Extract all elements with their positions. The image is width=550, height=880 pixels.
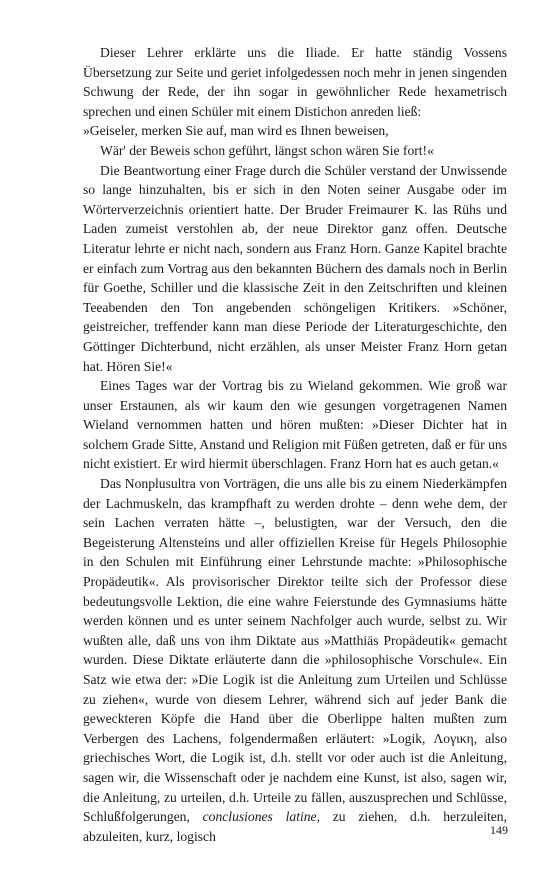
verse-line-1: »Geiseler, merken Sie auf, man wird es Ihnen beweisen, — [83, 123, 389, 139]
paragraph-1: Dieser Lehrer erklärte uns die Iliade. Er hatte ständig Vossens Übersetzung zur Seite und geriet infolgedessen noch mehr in jenen singenden Schwung der Rede, der ihn sogar in gewöhnlicher Rede hexametrisch sprechen und einen Schüler mit einem Distichon anreden ließ: — [83, 45, 507, 119]
paragraph-4-main: Das Nonplusultra von Vorträgen, die uns alle bis zu einem Niederkämpfen der Lachmuskeln, das krampfhaft zu werden drohte – denn wehe dem, der sein Lachen verraten hätte –, belustigten, war der Versuch, den die Begeisterung Altensteins und aller offiziellen Kreise für Hegels Philosophie in den Schulen mit Einführung einer Lehrstunde machte: »Philosophische Propädeutik«. Als provisorischer Direktor teilte sich der Professor diese bedeutungsvolle Lektion, die eine wahre Feierstunde des Gymnasiums hätte werden können und es unter seinem Nachfolger auch wurde, selbst zu. Wir wußten alle, daß uns von ihm Diktate aus »Matthiäs Propädeutik« gemacht wurden. Diese Diktate erläuterte dann die »philosophische Vorschule«. Ein Satz wie etwa der: »Die Logik ist die Anleitung zum Urteilen und Schlüsse zu ziehen«, wurde von diesem Lehrer, während sich auf jeder Bank die geweckteren Köpfe die Hand über die Oberlippe halten mußten zum Verbergen des Lachens, folgendermaßen erläutert: »Logik, Λογικη, also griechisches Wort, die Logik ist, d.h. stellt vor oder auch ist die Anleitung, sagen wir, die Wissenschaft oder je nachdem eine Kunst, ist also, sagen wir, die Anleitung, zu urteilen, d.h. Urteile zu fällen, auszusprechen und Schlüsse, Schlußfolgerungen, — [83, 476, 507, 825]
verse-line-2: Wär' der Beweis schon geführt, längst schon wären Sie fort!« — [100, 142, 434, 158]
paragraph-4-italic: conclusiones latine — [202, 809, 317, 825]
paragraph-2: Die Beantwortung einer Frage durch die Schüler verstand der Unwissende so lange hinzuhalten, bis er sich in den Noten seiner Ausgabe oder im Wörterverzeichnis orientiert hatte. Der Bruder Freimaurer K. las Rühs und Laden zumeist verstohlen ab, der neue Direktor ganz offen. Deutsche Literatur lehrte er nicht nach, sondern aus Franz Horn. Ganze Kapitel brachte er einfach zum Vortrag aus den bekannten Büchern des damals noch in Berlin für Goethe, Schiller und die klassische Zeit in den Zeitschriften und kleinen Teeabenden den Ton angebenden schöngeligen Kritikers. »Schöner, geistreicher, treffender kann man diese Periode der Literaturgeschichte, den Göttinger Dichterbund, nicht erzählen, als unser Meister Franz Horn getan hat. Hören Sie!« — [83, 162, 507, 374]
paragraph-4-tail: , zu ziehen, d.h. herzuleiten, abzuleiten, kurz, logisch — [83, 809, 507, 844]
page-number: 149 — [490, 823, 508, 837]
body-text — [83, 43, 507, 846]
paragraph-3: Eines Tages war der Vortrag bis zu Wieland gekommen. Wie groß war unser Erstaunen, als wir kaum den wie gesungen vorgetragenen Namen Wieland vernommen hatten und hören mußten: »Dieser Dichter hat in solchem Grade Sitte, Anstand und Religion mit Füßen getreten, daß er für uns nicht existiert. Er wird hiermit überschlagen. Franz Horn hat es auch getan.« — [83, 378, 507, 472]
paragraph-4 — [83, 474, 507, 846]
